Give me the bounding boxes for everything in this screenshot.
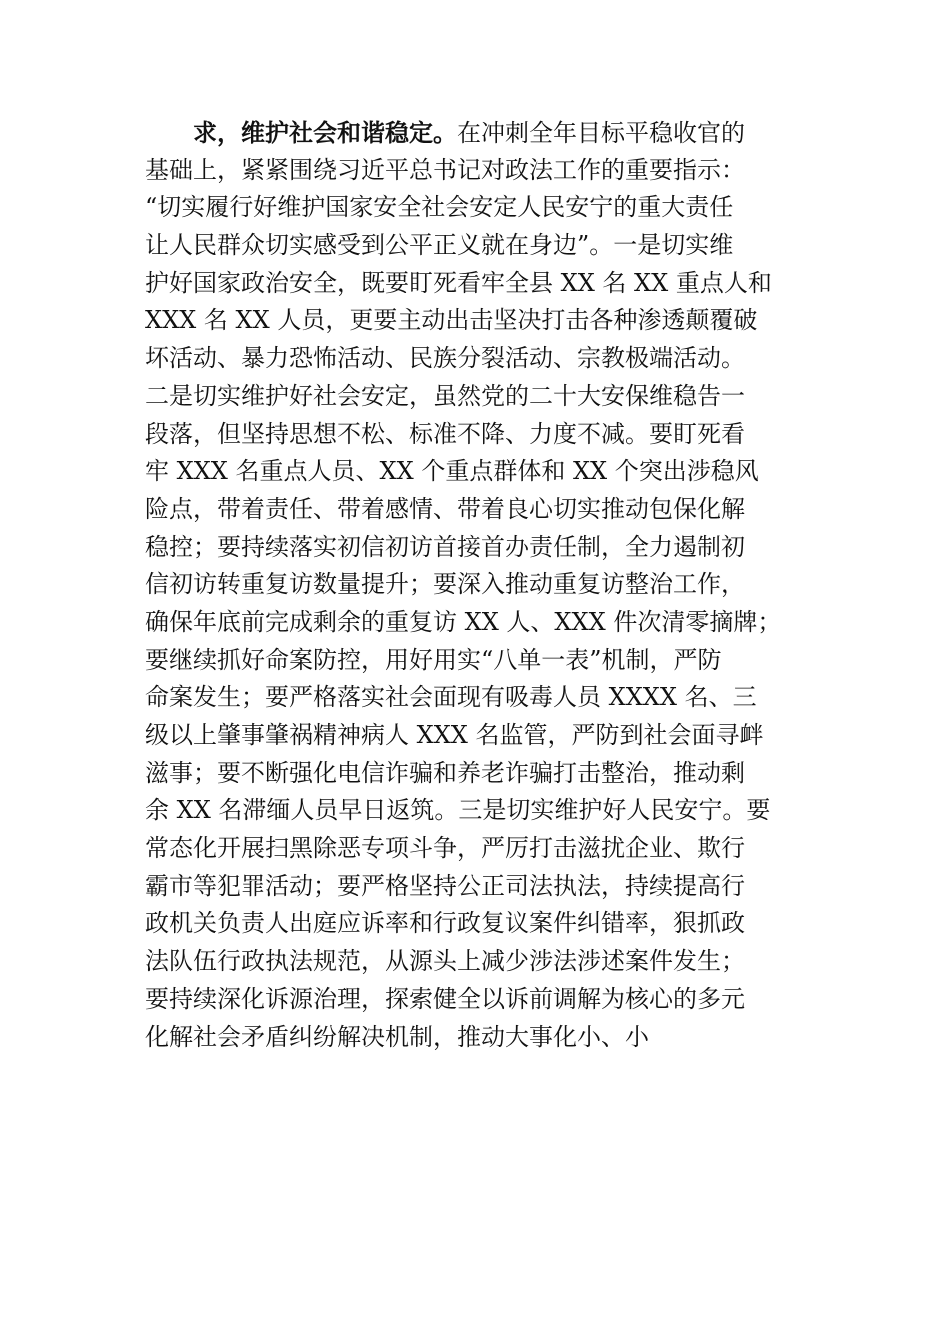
text-line-15: 要继续抓好命案防控，用好用实“八单一表”机制，严防	[145, 645, 722, 674]
text-line-14: 确保年底前完成剩余的重复访 XX 人、XXX 件次清零摘牌；	[145, 607, 782, 636]
text-line-12: 稳控；要持续落实初信初访首接首办责任制，全力遏制初	[145, 532, 745, 561]
text-line-23: 法队伍行政执法规范，从源头上减少涉法涉述案件发生；	[145, 947, 745, 976]
text-line-1-rest: 在冲刺全年目标平稳收官的	[457, 119, 745, 147]
text-line-10: 牢 XXX 名重点人员、XX 个重点群体和 XX 个突出涉稳风	[145, 457, 759, 486]
text-line-20: 常态化开展扫黑除恶专项斗争，严厉打击滋扰企业、欺行	[145, 834, 745, 863]
text-line-11: 险点，带着责任、带着感情、带着良心切实推动包保化解	[145, 494, 745, 523]
text-line-19: 余 XX 名滞缅人员早日返筑。三是切实维护好人民安宁。要	[145, 796, 771, 825]
text-line-13: 信初访转重复访数量提升；要深入推动重复访整治工作，	[145, 570, 745, 599]
text-line-9: 段落，但坚持思想不松、标准不降、力度不减。要盯死看	[145, 419, 745, 448]
text-line-17: 级以上肇事肇祸精神病人 XXX 名监管，严防到社会面寻衅	[145, 721, 764, 749]
text-line-24: 要持续深化诉源治理，探索健全以诉前调解为核心的多元	[145, 984, 745, 1013]
bold-lead-heading: 求，维护社会和谐稳定。	[193, 118, 457, 147]
text-line-25: 化解社会矛盾纠纷解决机制，推动大事化小、小	[145, 1022, 649, 1051]
text-line-2: 基础上，紧紧围绕习近平总书记对政法工作的重要指示：	[145, 155, 745, 184]
body-text	[145, 114, 815, 1056]
text-line-3: “切实履行好维护国家安全社会安定人民安宁的重大责任	[145, 193, 734, 222]
text-line-1	[145, 114, 815, 152]
text-line-8: 二是切实维护好社会安定，虽然党的二十大安保维稳告一	[145, 381, 745, 410]
text-line-5: 护好国家政治安全，既要盯死看牢全县 XX 名 XX 重点人和	[145, 268, 772, 297]
text-line-18: 滋事；要不断强化电信诈骗和养老诈骗打击整治，推动剩	[145, 758, 745, 787]
text-line-16: 命案发生；要严格落实社会面现有吸毒人员 XXXX 名、三	[145, 683, 757, 712]
text-line-21: 霸市等犯罪活动；要严格坚持公正司法执法，持续提高行	[145, 871, 745, 900]
text-line-4: 让人民群众切实感受到公平正义就在身边”。一是切实维	[145, 231, 734, 260]
text-line-6: XXX 名 XX 人员，更要主动出击坚决打击各种渗透颠覆破	[145, 306, 758, 335]
text-line-22: 政机关负责人出庭应诉率和行政复议案件纠错率，狠抓政	[145, 909, 745, 938]
text-line-7: 坏活动、暴力恐怖活动、民族分裂活动、宗教极端活动。	[145, 344, 745, 373]
